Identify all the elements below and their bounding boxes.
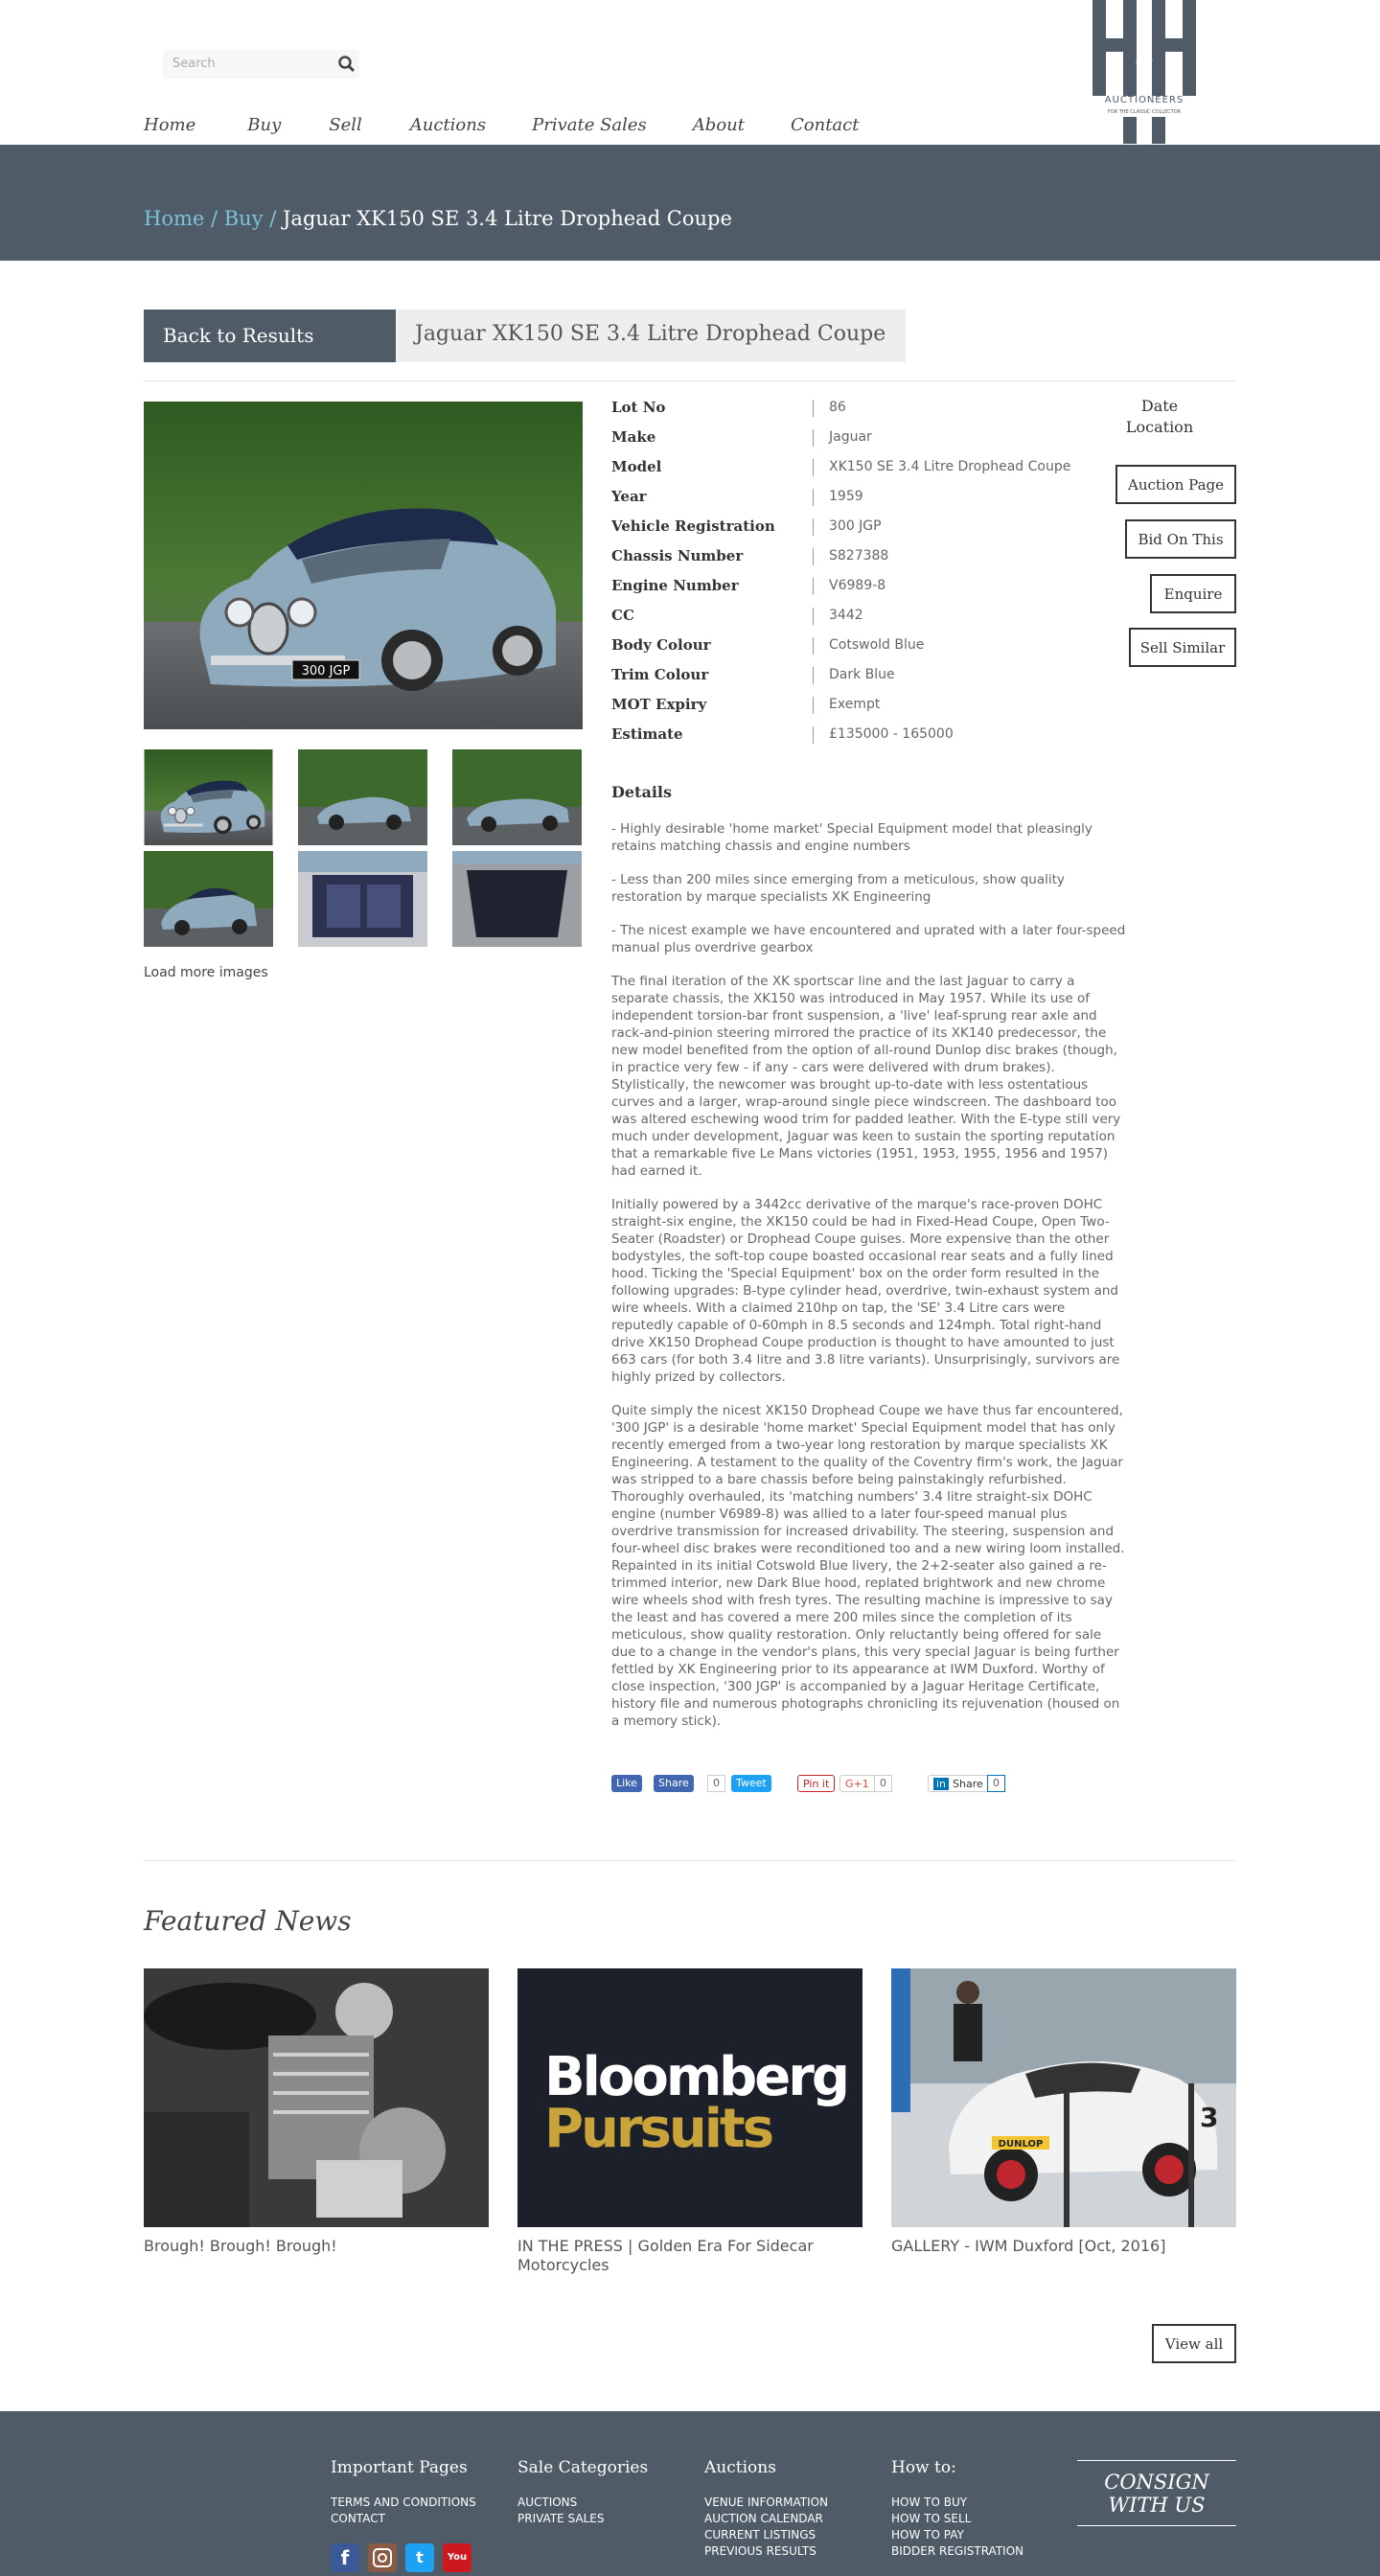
featured-news-heading: Featured News: [144, 1905, 352, 1937]
nav-about[interactable]: About: [692, 115, 745, 135]
thumbnail[interactable]: [298, 851, 427, 947]
number-plate: 300 JGP: [301, 664, 351, 678]
spec-row: [611, 636, 1091, 666]
news-image-brough[interactable]: [144, 1968, 489, 2227]
spec-label: Body Colour: [611, 636, 711, 654]
spec-separator: [813, 667, 814, 684]
footer-link[interactable]: BIDDER REGISTRATION: [891, 2544, 1024, 2558]
hero-banner: [0, 145, 1380, 261]
linkedin-share-button[interactable]: [928, 1775, 989, 1792]
description-paragraph: - Less than 200 miles since emerging from a meticulous, show quality restoration by marque specialists XK Engineering: [611, 872, 1065, 905]
google-plus-count: 0: [874, 1775, 892, 1792]
enquire-button[interactable]: Enquire: [1150, 574, 1236, 613]
nav-contact[interactable]: Contact: [791, 115, 860, 135]
spec-label: Trim Colour: [611, 666, 709, 683]
search-icon[interactable]: [337, 55, 356, 74]
breadcrumb-home[interactable]: Home: [144, 207, 205, 230]
breadcrumb: [144, 207, 732, 230]
page-title: Jaguar XK150 SE 3.4 Litre Drophead Coupe: [396, 310, 906, 362]
spec-value: 300 JGP: [829, 518, 882, 534]
spec-value: Jaguar: [829, 429, 872, 445]
consign-line: WITH US: [1108, 2494, 1206, 2517]
spec-row: [611, 547, 1091, 577]
spec-label: Estimate: [611, 725, 683, 743]
spec-row: [611, 488, 1091, 518]
footer-link[interactable]: AUCTION CALENDAR: [704, 2512, 823, 2525]
spec-row: [611, 428, 1091, 458]
thumbnail[interactable]: [452, 749, 582, 845]
footer-link[interactable]: AUCTIONS: [518, 2496, 578, 2509]
youtube-icon[interactable]: You: [443, 2543, 472, 2572]
spec-separator: [813, 518, 814, 536]
footer-link[interactable]: PREVIOUS RESULTS: [704, 2544, 816, 2558]
spec-label: Vehicle Registration: [611, 518, 775, 535]
logo[interactable]: [1085, 0, 1209, 144]
footer-link[interactable]: CURRENT LISTINGS: [704, 2528, 816, 2542]
footer-link[interactable]: HOW TO PAY: [891, 2528, 964, 2542]
description-paragraph: The final iteration of the XK sportscar line and the last Jaguar to carry a separate chassis, the XK150 was introduced in May 1957. While its use of independent torsion-bar front suspension, a 'live' leaf-sprung rear axle and rack-and-pinion steering mirrored the practice of its XK140 predecessor, the new model benefited from the option of all-round Dunlop disc brakes (though, in practice very few - if any - cars were delivered with drum brakes). Stylistically, the newcomer was brought up-to-date with less ostentatious curves and a larger, wrap-around single piece windscreen. The dashboard too was altered eschewing wood trim for padded leather. With the E-type still very much under development, Jaguar was keen to sustain the sporting reputation that a remarkable five Le Mans victories (1951, 1953, 1955, 1956 and 1957) had earned it.: [611, 974, 1121, 1179]
spec-row: [611, 725, 1091, 755]
load-more-images-link[interactable]: Load more images: [144, 965, 268, 980]
spec-value: S827388: [829, 548, 889, 564]
spec-value: £135000 - 165000: [829, 726, 954, 742]
footer-col-title: How to:: [891, 2458, 956, 2477]
divider: [144, 380, 1236, 381]
description-paragraph: Quite simply the nicest XK150 Drophead Coupe we have thus far encountered, '300 JGP' is a desirable 'home market' Special Equipment model that has only recently emerged from a two-year long restoration by marque specialists XK Engineering. A testament to the quality of the Coventry firm's work, the Jaguar was stripped to a bare chassis before being painstakingly refurbished. Thoroughly overhauled, its 'matching numbers' 3.4 litre straight-six DOHC engine (number V6989-8) was allied to a later four-speed manual plus overdrive transmission for increased drivability. The steering, suspension and four-wheel disc brakes were reconditioned too and a new wiring loom installed. Repainted in its initial Cotswold Blue livery, the 2+2-seater also gained a re-trimmed interior, new Dark Blue hood, replated brightwork and new chrome wire wheels shod with fresh tyres. The resulting machine is impressive to say the least and has covered a mere 200 miles since the completion of its meticulous, show quality restoration. Only reluctantly being offered for sale due to a change in the vendor's plans, this very special Jaguar is being further fettled by XK Engineering prior to its appearance at IWM Duxford. Worthy of close inspection, '300 JGP' is accompanied by a Jaguar Heritage Certificate, history file and numerous photographs chronicling its rejuvenation (housed on a memory stick).: [611, 1403, 1125, 1729]
facebook-share-count: 0: [707, 1775, 725, 1792]
thumbnail[interactable]: [452, 851, 582, 947]
footer-link[interactable]: HOW TO SELL: [891, 2512, 972, 2525]
spec-separator: [813, 429, 814, 447]
bloomberg-word: Bloomberg: [544, 2046, 847, 2108]
footer-col-howto: [891, 2458, 1024, 2560]
description-paragraph: - The nicest example we have encountered and uprated with a later four-speed manual plus overdrive gearbox: [611, 923, 1126, 955]
spec-value: 3442: [829, 608, 863, 623]
footer-link[interactable]: VENUE INFORMATION: [704, 2496, 829, 2509]
twitter-icon[interactable]: t: [405, 2543, 434, 2572]
date-location: [1112, 396, 1208, 438]
facebook-share-button[interactable]: Share: [654, 1775, 694, 1792]
details-heading: Details: [611, 783, 672, 801]
spec-value: Cotswold Blue: [829, 637, 925, 653]
spec-separator: [813, 489, 814, 506]
spec-value: Dark Blue: [829, 667, 895, 682]
pursuits-word: Pursuits: [544, 2098, 772, 2160]
thumbnail[interactable]: [298, 749, 427, 845]
footer-col-auctions: [704, 2458, 828, 2560]
dunlop-decal: DUNLOP: [998, 2139, 1044, 2150]
logo-tagline: FOR THE CLASSIC COLLECTOR: [1107, 109, 1182, 115]
date-label: Date: [1140, 397, 1179, 415]
spec-row: [611, 696, 1091, 725]
consign-with-us-link[interactable]: [1077, 2460, 1236, 2526]
news-image-bloomberg[interactable]: [518, 1968, 862, 2227]
description-paragraph: Initially powered by a 3442cc derivative of the marque's race-proven DOHC straight-six engine, the XK150 could be had in Fixed-Head Coupe, Open Two-Seater (Roadster) or Drophead Coupe guises. More expensive than the other bodystyles, the soft-top coupe boasted occasional rear seats and a fully lined hood. Ticking the 'Special Equipment' box on the order form resulted in the following upgrades: B-type cylinder head, overdrive, twin-exhaust system and wire wheels. With a claimed 210hp on tap, the 'SE' 3.4 Litre cars were reputedly capable of 0-60mph in 8.5 seconds and 124mph. Total right-hand drive XK150 Drophead Coupe production is thought to have amounted to just 663 cars (for both 3.4 litre and 3.8 litre variants). Unsurprisingly, survivors are highly prized by collectors.: [611, 1197, 1120, 1385]
spec-separator: [813, 400, 814, 417]
linkedin-share-count: 0: [987, 1775, 1005, 1792]
breadcrumb-sep: /: [263, 207, 284, 230]
spec-separator: [813, 697, 814, 714]
breadcrumb-current: Jaguar XK150 SE 3.4 Litre Drophead Coupe: [283, 207, 732, 230]
spec-label: Engine Number: [611, 577, 739, 594]
spec-value: XK150 SE 3.4 Litre Drophead Coupe: [829, 459, 1071, 474]
spec-row: [611, 666, 1091, 696]
spec-row: [611, 518, 1091, 547]
thumbnail[interactable]: [144, 749, 273, 845]
search-input[interactable]: [163, 50, 359, 79]
facebook-like-button[interactable]: Like: [611, 1775, 642, 1792]
nav-sell[interactable]: Sell: [329, 115, 362, 135]
footer-link[interactable]: HOW TO BUY: [891, 2496, 968, 2509]
auction-page-button[interactable]: Auction Page: [1116, 465, 1236, 504]
nav-home[interactable]: Home: [144, 115, 196, 135]
logo-and: AND: [1136, 57, 1153, 65]
breadcrumb-sep: /: [204, 207, 224, 230]
logo-name: AUCTIONEERS: [1104, 95, 1184, 105]
spec-value: V6989-8: [829, 578, 886, 593]
tweet-button[interactable]: Tweet: [731, 1775, 771, 1792]
spec-row: [611, 607, 1091, 636]
spec-separator: [813, 459, 814, 476]
nav-private-sales[interactable]: Private Sales: [532, 115, 647, 135]
description-paragraph: - Highly desirable 'home market' Special Equipment model that pleasingly retains matching chassis and engine numbers: [611, 821, 1092, 854]
google-plus-button[interactable]: G+1: [840, 1775, 875, 1792]
linkedin-share-label: Share: [953, 1778, 983, 1790]
news-caption[interactable]: GALLERY - IWM Duxford [Oct, 2016]: [891, 2237, 1166, 2255]
back-to-results-button[interactable]: Back to Results: [144, 310, 396, 362]
race-number: 3: [1200, 2102, 1219, 2133]
footer-col-categories: [518, 2458, 648, 2527]
description: [611, 820, 1129, 1746]
spec-label: Make: [611, 428, 656, 446]
footer-link[interactable]: PRIVATE SALES: [518, 2512, 605, 2525]
footer-link[interactable]: TERMS AND CONDITIONS: [331, 2496, 476, 2509]
spec-label: Lot No: [611, 399, 666, 416]
spec-separator: [813, 578, 814, 595]
linkedin-icon: in: [933, 1778, 949, 1790]
footer-col-title: Important Pages: [331, 2458, 468, 2477]
spec-label: Chassis Number: [611, 547, 744, 564]
spec-value: 86: [829, 400, 846, 415]
spec-row: [611, 458, 1091, 488]
sell-similar-button[interactable]: Sell Similar: [1129, 628, 1236, 667]
spec-value: 1959: [829, 489, 863, 504]
spec-separator: [813, 637, 814, 655]
spec-label: Year: [611, 488, 647, 505]
spec-separator: [813, 608, 814, 625]
footer-col-title: Sale Categories: [518, 2458, 649, 2477]
main-nav: [144, 115, 859, 135]
spec-separator: [813, 726, 814, 744]
location-label: Location: [1125, 418, 1194, 436]
thumbnail[interactable]: [144, 851, 273, 947]
footer-col-title: Auctions: [704, 2458, 776, 2477]
instagram-icon[interactable]: [368, 2543, 397, 2572]
consign-line: CONSIGN: [1104, 2471, 1209, 2494]
news-caption[interactable]: IN THE PRESS | Golden Era For Sidecar Motorcycles: [518, 2237, 814, 2274]
spec-label: MOT Expiry: [611, 696, 707, 713]
view-all-button[interactable]: View all: [1152, 2324, 1236, 2363]
search-placeholder: Search: [172, 57, 216, 71]
main-car-image[interactable]: [144, 402, 583, 729]
bid-on-this-button[interactable]: Bid On This: [1125, 519, 1236, 559]
footer-link[interactable]: CONTACT: [331, 2512, 385, 2525]
footer-col-important: [331, 2458, 476, 2527]
news-caption[interactable]: Brough! Brough! Brough!: [144, 2237, 337, 2255]
facebook-icon[interactable]: f: [331, 2543, 359, 2572]
news-image-iwm-duxford[interactable]: [891, 1968, 1236, 2227]
pinterest-button[interactable]: Pin it: [797, 1775, 835, 1792]
spec-label: Model: [611, 458, 662, 475]
nav-buy[interactable]: Buy: [247, 115, 282, 135]
divider: [144, 1860, 1236, 1861]
spec-separator: [813, 548, 814, 565]
spec-row: [611, 577, 1091, 607]
breadcrumb-buy[interactable]: Buy: [223, 207, 264, 230]
nav-auctions[interactable]: Auctions: [409, 115, 487, 135]
spec-value: Exempt: [829, 697, 881, 712]
spec-label: CC: [611, 607, 634, 624]
spec-row: [611, 399, 1091, 428]
